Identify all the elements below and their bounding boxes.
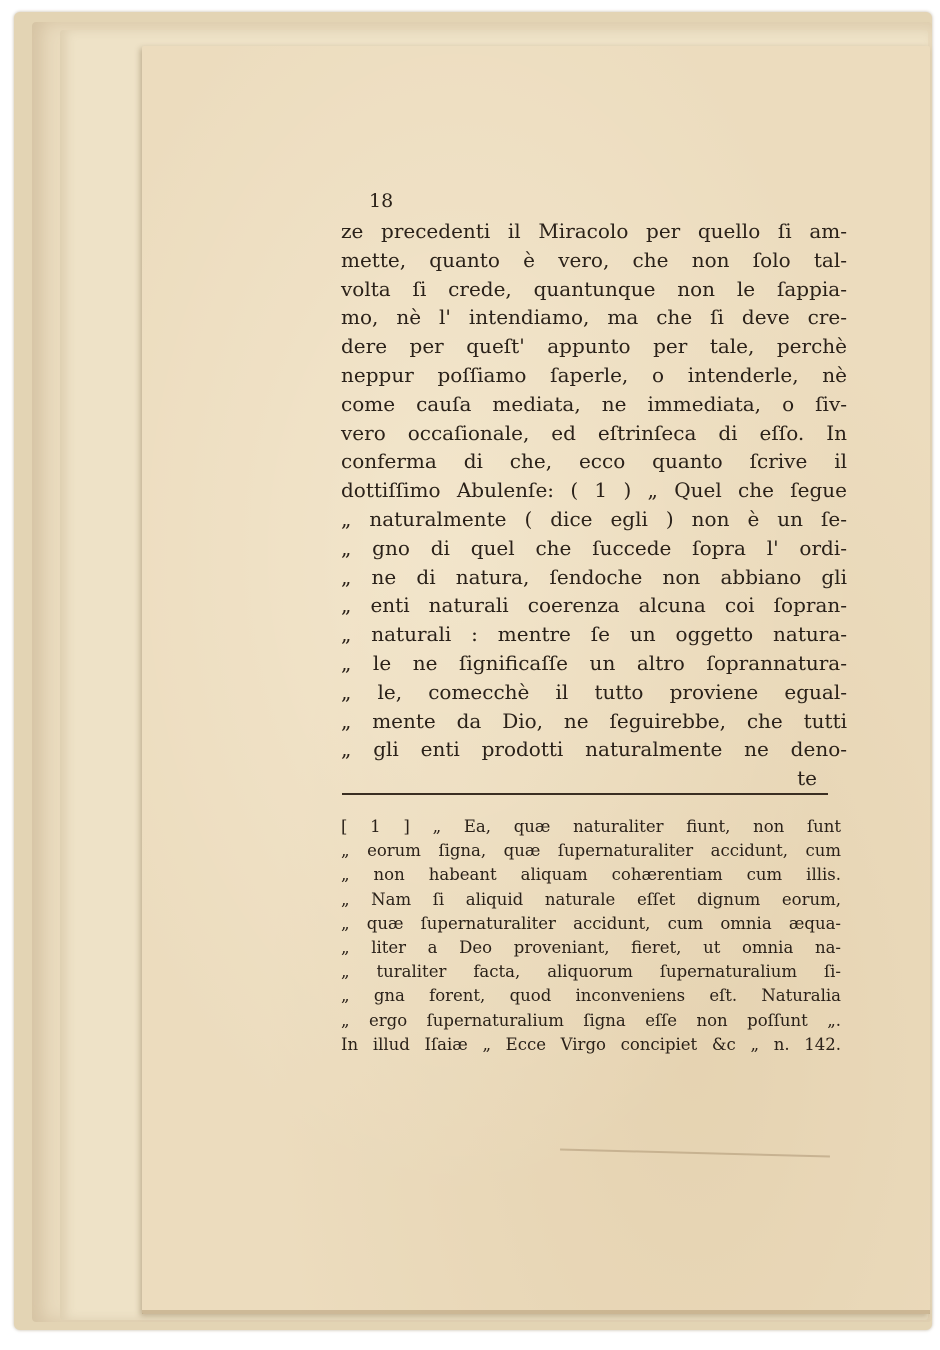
text-line: mette, quanto è vero, che non ſolo tal- <box>341 247 847 272</box>
text-line: „ ne di natura, ſendoche non abbiano gli <box>341 564 847 589</box>
main-text <box>341 217 847 793</box>
footnote-line: In illud Iſaiæ „ Ecce Virgo concipiet &c „ n. 142. <box>341 1034 841 1054</box>
text-line: neppur poſſiamo ſaperle, o intenderle, nè <box>341 362 847 387</box>
text-line: vero occaſionale, ed eſtrinſeca di eſſo. In <box>341 420 847 445</box>
text-line: dere per queſt' appunto per tale, perchè <box>341 334 847 359</box>
text-line: ze precedenti il Miracolo per quello ſi am- <box>341 219 847 243</box>
text-line: „ gno di quel che ſuccede ſopra l' ordi- <box>341 535 847 560</box>
text-line: „ gli enti prodotti naturalmente ne deno- <box>341 737 847 762</box>
text-line: „ enti naturali coerenza alcuna coi ſopran- <box>341 593 847 618</box>
text-line: „ naturalmente ( dice egli ) non è un ſe- <box>341 506 847 531</box>
text-line: „ naturali : mentre ſe un oggetto natura- <box>341 622 847 647</box>
footnote-separator <box>342 793 828 795</box>
text-line: mo, nè l' intendiamo, ma che ſi deve cre- <box>341 305 847 330</box>
footnote-line: „ eorum ſigna, quæ ſupernaturaliter accidunt, cum <box>341 841 841 861</box>
footnote-line: „ liter a Deo proveniant, fieret, ut omnia na- <box>341 937 841 957</box>
text-line: volta ſi crede, quantunque non le ſappia- <box>341 276 847 301</box>
footnote-line: „ gna forent, quod inconveniens eſt. Naturalia <box>341 986 841 1006</box>
footnote-line: „ turaliter facta, aliquorum ſupernaturalium ſi- <box>341 962 841 982</box>
footnote-line: „ quæ ſupernaturaliter accidunt, cum omnia æqua- <box>341 913 841 933</box>
page-number: 18 <box>369 190 394 212</box>
text-line: dottiſſimo Abulenſe: ( 1 ) „ Quel che ſegue <box>341 478 847 503</box>
footnote-line: „ ergo ſupernaturalium ſigna eſſe non poſſunt „. <box>341 1010 841 1030</box>
page-bottom-edge <box>142 1310 930 1314</box>
text-line: conferma di che, ecco quanto ſcrive il <box>341 449 847 474</box>
footnote <box>341 815 841 1057</box>
text-line: come cauſa mediata, ne immediata, o ſiv- <box>341 391 847 416</box>
text-line: „ le ne ſignificaſſe un altro ſoprannatura- <box>341 650 847 675</box>
footnote-line: „ Nam ſi aliquid naturale eſſet dignum eorum, <box>341 889 841 909</box>
text-line: „ mente da Dio, ne ſeguirebbe, che tutti <box>341 708 847 733</box>
catchword: te <box>797 766 817 791</box>
footnote-line: [ 1 ] „ Ea, quæ naturaliter fiunt, non ſunt <box>341 817 841 836</box>
text-line: „ le, comecchè il tutto proviene egual- <box>341 679 847 704</box>
footnote-line: „ non habeant aliquam cohærentiam cum illis. <box>341 865 841 885</box>
